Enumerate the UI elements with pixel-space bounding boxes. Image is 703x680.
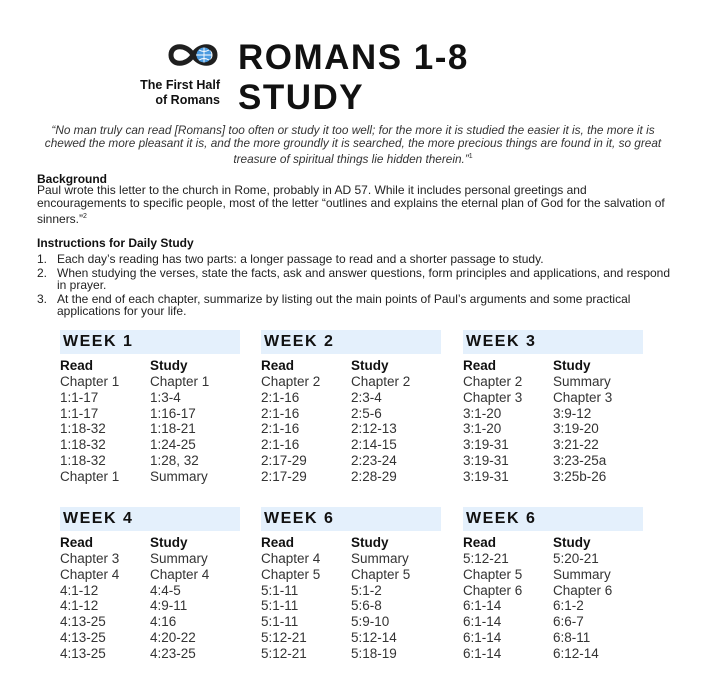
read-item: 5:1-11	[261, 614, 299, 630]
study-item: 2:12-13	[351, 421, 397, 437]
read-item: Chapter 1	[60, 374, 120, 389]
read-item: 6:1-14	[463, 645, 502, 661]
study-item: Chapter 6	[553, 582, 613, 598]
read-item: Chapter 3	[60, 551, 120, 566]
read-item: 3:19-31	[463, 437, 509, 453]
read-item: 3:19-31	[463, 452, 509, 468]
study-item: 1:24-25	[150, 437, 196, 453]
study-column	[553, 535, 643, 662]
study-item: 6:6-7	[553, 614, 584, 630]
background-text	[37, 184, 673, 226]
study-item: Summary	[553, 566, 611, 582]
read-header: Read	[261, 535, 295, 550]
read-item: 1:18-32	[60, 437, 106, 453]
study-item: Chapter 2	[351, 374, 411, 389]
instructions-heading: Instructions for Daily Study	[37, 236, 194, 250]
study-header: Study	[553, 535, 591, 550]
title-line-1: ROMANS 1-8	[238, 38, 469, 77]
read-item: 4:13-25	[60, 645, 106, 661]
study-item: 4:4-5	[150, 582, 181, 598]
read-item: 3:19-31	[463, 468, 509, 484]
study-item: Chapter 5	[351, 566, 411, 582]
week-block-6	[463, 507, 643, 662]
title-line-2: STUDY	[238, 78, 365, 117]
instruction-text: At the end of each chapter, summarize by listing out the main points of Paul’s arguments and some practical applications for your life.	[57, 291, 631, 318]
subtitle	[112, 78, 220, 108]
read-item: Chapter 2	[261, 374, 321, 389]
study-item: 2:5-6	[351, 405, 382, 421]
read-item: 2:1-16	[261, 389, 300, 405]
read-item: 3:1-20	[463, 421, 502, 437]
read-item: 2:1-16	[261, 437, 300, 453]
read-item: 2:1-16	[261, 405, 300, 421]
study-item: 5:1-2	[351, 582, 382, 598]
read-item: 2:17-29	[261, 452, 307, 468]
study-item: 2:14-15	[351, 437, 397, 453]
study-item: 6:1-2	[553, 598, 584, 614]
week-block-1	[60, 330, 240, 485]
background-body: Paul wrote this letter to the church in Rome, probably in AD 57. While it includes personal greetings and encouragements to specific people, most of the letter “outlines and explains the eternal plan of God for the salvation of sinners.”	[37, 183, 665, 226]
read-item: 5:12-21	[261, 645, 307, 661]
study-item: 6:12-14	[553, 645, 599, 661]
read-item: 1:1-17	[60, 389, 99, 405]
study-item: 5:6-8	[351, 598, 382, 614]
study-column	[351, 358, 441, 485]
study-item: 3:25b-26	[553, 468, 607, 484]
read-item: 6:1-14	[463, 598, 502, 614]
study-item: 1:16-17	[150, 405, 196, 421]
instruction-number: 3.	[37, 291, 48, 306]
read-item: 4:13-25	[60, 614, 106, 630]
read-item: Chapter 4	[60, 566, 120, 582]
subtitle-line-2: of Romans	[155, 93, 220, 107]
instruction-item	[37, 293, 673, 318]
week-title: WEEK 3	[463, 330, 643, 354]
instruction-item	[37, 253, 673, 266]
read-item: 4:1-12	[60, 582, 99, 598]
read-column	[60, 358, 150, 485]
study-item: 4:20-22	[150, 629, 196, 645]
infinity-globe-icon	[165, 40, 221, 70]
study-item: 4:16	[150, 614, 177, 630]
read-item: Chapter 5	[261, 566, 321, 582]
background-heading: Background	[37, 172, 108, 186]
study-header: Study	[351, 535, 389, 550]
week-block-2	[261, 330, 441, 485]
instruction-item	[37, 267, 673, 292]
study-item: 5:9-10	[351, 614, 390, 630]
week-title: WEEK 4	[60, 507, 240, 531]
read-item: 1:1-17	[60, 405, 99, 421]
study-item: 3:19-20	[553, 421, 599, 437]
study-column	[150, 535, 240, 662]
week-title: WEEK 6	[261, 507, 441, 531]
study-item: 1:18-21	[150, 421, 196, 437]
study-item: 3:23-25a	[553, 452, 607, 468]
read-item: 4:13-25	[60, 629, 106, 645]
read-item: 4:1-12	[60, 598, 99, 614]
quote-footnote: 1	[468, 153, 473, 160]
read-item: Chapter 3	[463, 389, 523, 405]
study-item: 3:9-12	[553, 405, 592, 421]
read-item: Chapter 6	[463, 582, 523, 598]
page-header	[0, 36, 703, 116]
read-column	[261, 358, 351, 485]
study-item: 2:3-4	[351, 389, 382, 405]
read-item: 1:18-32	[60, 452, 106, 468]
study-header: Study	[150, 358, 188, 373]
study-item: 3:21-22	[553, 437, 599, 453]
page-title	[238, 38, 469, 118]
subtitle-line-1: The First Half	[140, 78, 220, 92]
study-column	[150, 358, 240, 485]
read-header: Read	[60, 535, 94, 550]
read-item: 2:17-29	[261, 468, 307, 484]
week-block-3	[463, 330, 643, 485]
background-footnote: 2	[83, 213, 87, 220]
week-block-5	[261, 507, 441, 662]
study-item: Summary	[150, 468, 208, 484]
instruction-text: Each day’s reading has two parts: a longer passage to read and a shorter passage to study.	[57, 252, 544, 266]
instructions-list	[37, 253, 673, 319]
read-item: 3:1-20	[463, 405, 502, 421]
study-item: 4:9-11	[150, 598, 188, 614]
study-item: 1:28, 32	[150, 452, 199, 468]
read-item: 6:1-14	[463, 629, 502, 645]
week-title: WEEK 2	[261, 330, 441, 354]
study-item: 6:8-11	[553, 629, 591, 645]
read-item: 5:1-11	[261, 582, 299, 598]
read-column	[60, 535, 150, 662]
week-title: WEEK 1	[60, 330, 240, 354]
study-item: Summary	[553, 374, 611, 389]
read-item: 5:12-21	[261, 629, 307, 645]
read-column	[463, 358, 553, 485]
study-item: Chapter 3	[553, 389, 613, 405]
study-header: Study	[150, 535, 188, 550]
study-item: 5:18-19	[351, 645, 397, 661]
study-item: 5:12-14	[351, 629, 397, 645]
study-item: 2:28-29	[351, 468, 397, 484]
study-item: Chapter 1	[150, 374, 210, 389]
study-item: Summary	[351, 551, 409, 566]
read-header: Read	[463, 535, 497, 550]
instruction-number: 2.	[37, 265, 48, 280]
study-item: 1:3-4	[150, 389, 181, 405]
read-item: 6:1-14	[463, 614, 502, 630]
study-header: Study	[553, 358, 591, 373]
read-column	[463, 535, 553, 662]
instruction-text: When studying the verses, state the facts, ask and answer questions, form principles and applications, and respond in prayer.	[57, 265, 671, 292]
study-column	[553, 358, 643, 485]
week-block-4	[60, 507, 240, 662]
read-item: Chapter 1	[60, 468, 120, 484]
read-item: Chapter 5	[463, 566, 523, 582]
study-header: Study	[351, 358, 389, 373]
read-item: Chapter 2	[463, 374, 523, 389]
read-item: 1:18-32	[60, 421, 106, 437]
study-item: Summary	[150, 551, 208, 566]
intro-quote	[40, 124, 666, 166]
read-item: 5:1-11	[261, 598, 299, 614]
study-item: 5:20-21	[553, 551, 599, 566]
read-item: 5:12-21	[463, 551, 509, 566]
read-header: Read	[463, 358, 497, 373]
read-item: Chapter 4	[261, 551, 321, 566]
study-column	[351, 535, 441, 662]
read-header: Read	[261, 358, 295, 373]
instruction-number: 1.	[37, 252, 48, 266]
quote-text: “No man truly can read [Romans] too often or study it too well; for the more it is studied the easier it is, the more it is chewed the more pleasant it is, and the more groundly it is searched, the more precious things are found in it, so great treasure of spiritual things lie hidden therein.”	[44, 123, 662, 166]
read-item: 2:1-16	[261, 421, 300, 437]
read-header: Read	[60, 358, 94, 373]
study-item: Chapter 4	[150, 566, 210, 582]
week-title: WEEK 6	[463, 507, 643, 531]
read-column	[261, 535, 351, 662]
study-item: 2:23-24	[351, 452, 397, 468]
study-item: 4:23-25	[150, 645, 196, 661]
